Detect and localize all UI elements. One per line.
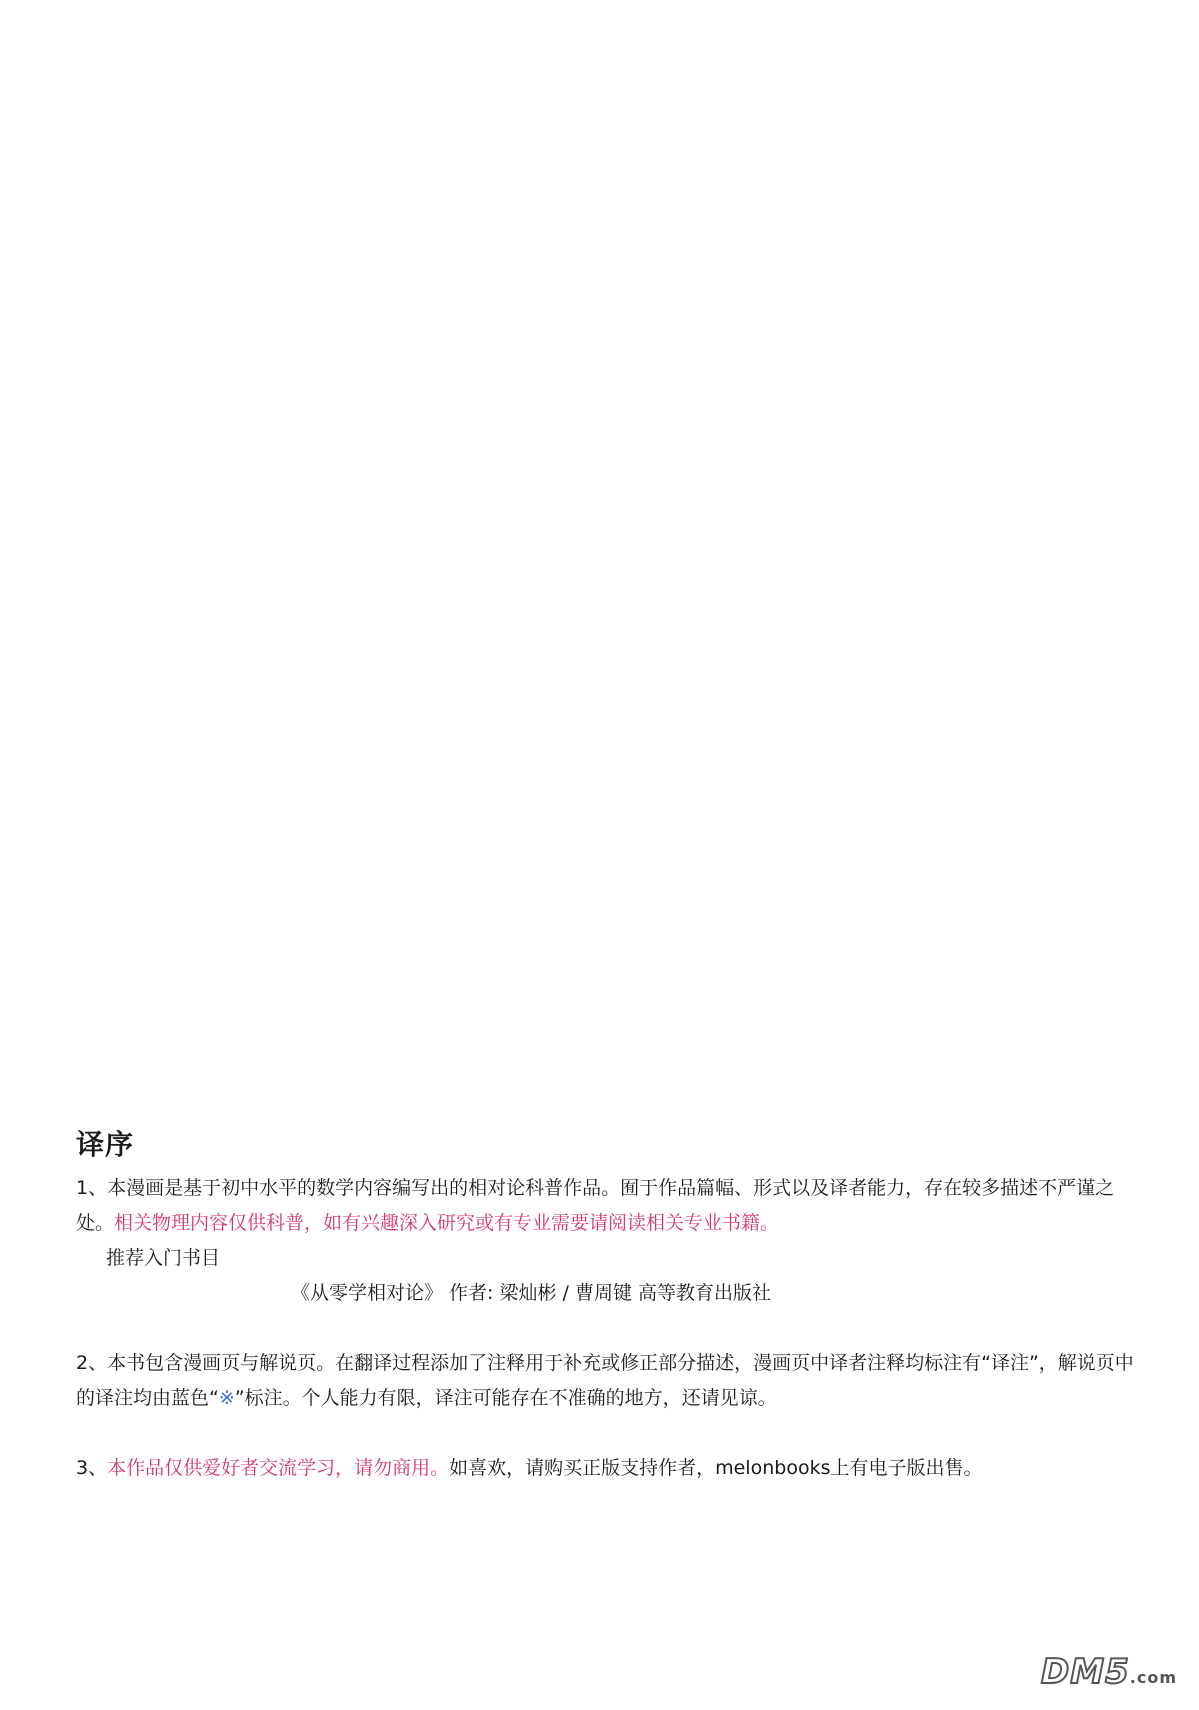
item-2-text-b: ”标注。个人能力有限，译注可能存在不准确的地方，还请见谅。 <box>234 1387 777 1409</box>
item-1-text: 本漫画是基于初中水平的数学内容编写出的相对论科普作品。囿于作品篇幅、形式以及译者能力，存在较多描述不严谨之处。 <box>76 1177 1115 1234</box>
item-3-highlight: 本作品仅供爱好者交流学习，请勿商用。 <box>107 1457 450 1479</box>
recommend-label: 推荐入门书目 <box>106 1247 221 1269</box>
preface-item-3 <box>76 1451 1146 1486</box>
watermark-logo: DM5 <box>1041 1652 1130 1692</box>
translator-preface <box>76 1125 1146 1486</box>
item-1-highlight: 相关物理内容仅供科普，如有兴趣深入研究或有专业需要请阅读相关专业书籍。 <box>114 1212 780 1234</box>
preface-item-2 <box>76 1346 1146 1416</box>
annotation-mark: ※ <box>218 1387 235 1409</box>
recommended-book: 《从零学相对论》 作者: 梁灿彬 / 曹周键 高等教育出版社 <box>291 1282 772 1304</box>
item-1-number: 1、 <box>76 1177 108 1199</box>
item-2-number: 2、 <box>76 1352 108 1374</box>
preface-item-1 <box>76 1171 1146 1241</box>
item-3-number: 3、 <box>76 1457 108 1479</box>
watermark-suffix: .com <box>1129 1668 1177 1687</box>
item-2-text-a: 本书包含漫画页与解说页。在翻译过程添加了注释用于补充或修正部分描述，漫画页中译者注释均标注有“译注”，解说页中的译注均由蓝色“ <box>76 1352 1134 1409</box>
site-watermark <box>1041 1652 1177 1692</box>
preface-title: 译序 <box>76 1128 135 1161</box>
item-3-text: 如喜欢，请购买正版支持作者，melonbooks上有电子版出售。 <box>449 1457 983 1479</box>
